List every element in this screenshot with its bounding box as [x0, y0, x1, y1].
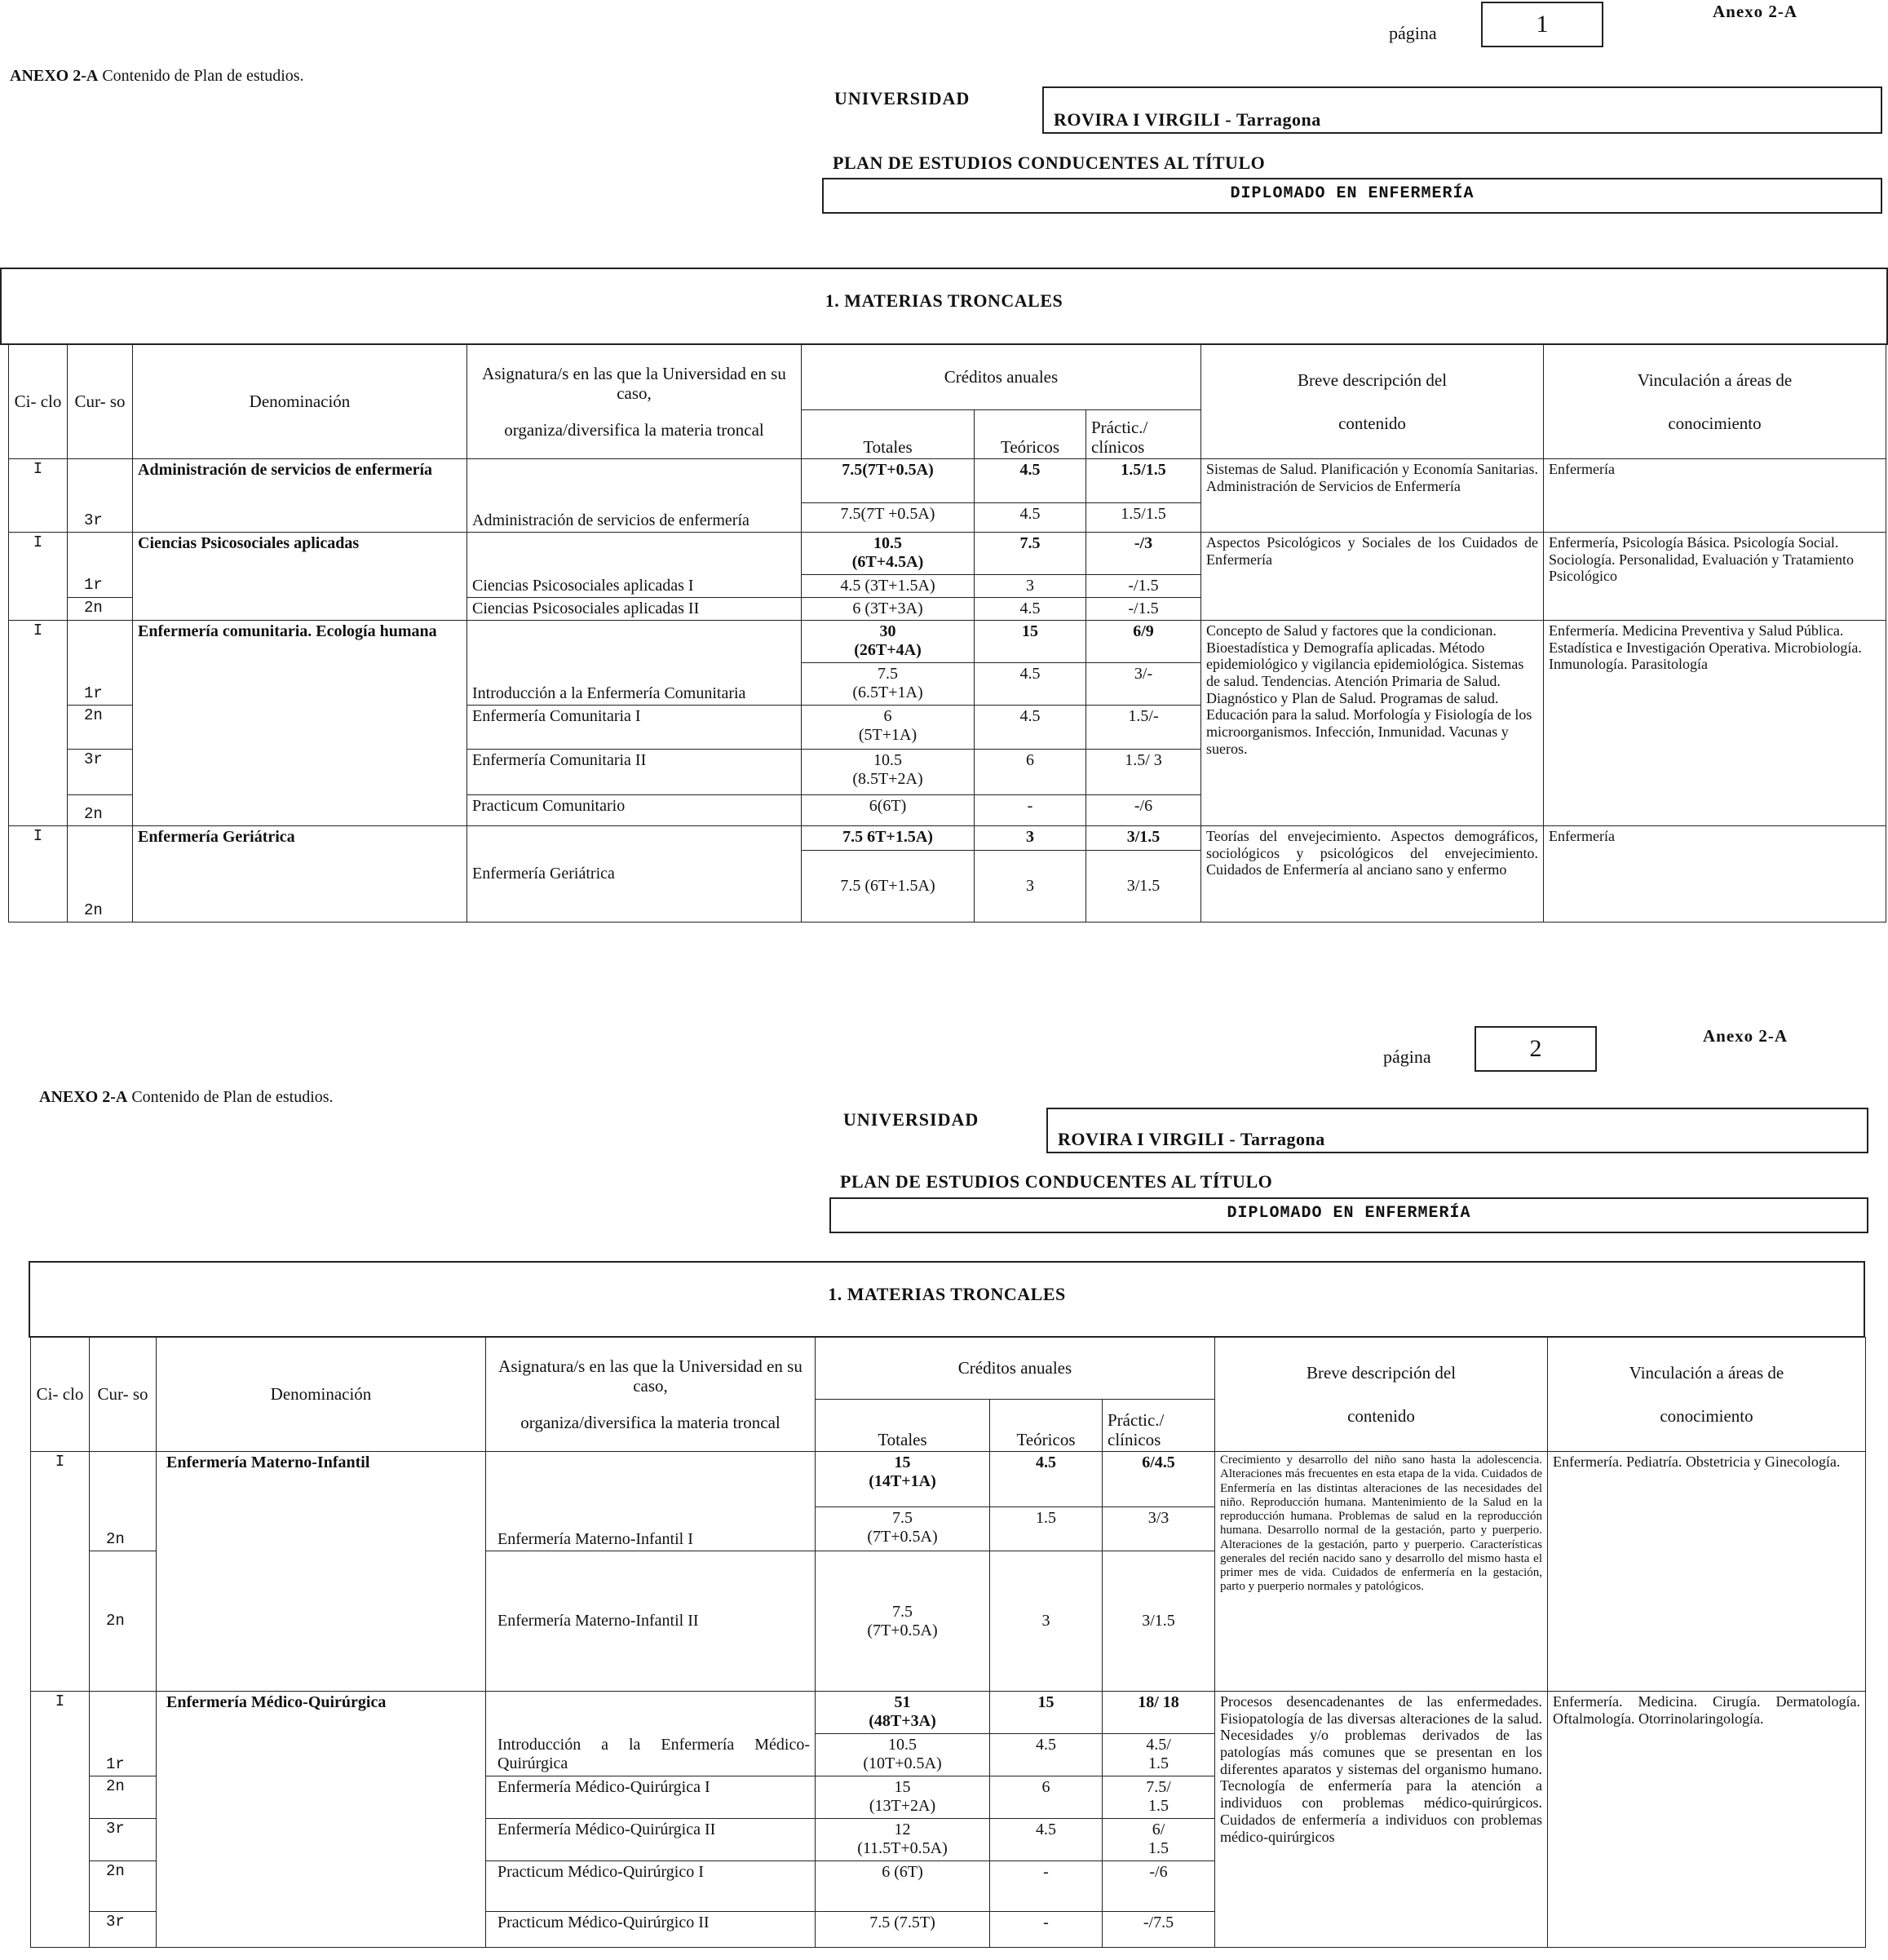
- header-asignatura-line1: Asignatura/s en las que la Universidad en su caso,: [498, 1356, 803, 1396]
- page-2: [0, 1020, 1888, 1960]
- page-label: página: [1389, 23, 1437, 43]
- cell-asignatura: Enfermería Comunitaria I: [467, 706, 802, 750]
- cell-vinculacion: Enfermería, Psicología Básica. Psicología Social. Sociología. Personalidad, Evaluación y Tratamiento Psicológico: [1544, 533, 1886, 621]
- cell-asignatura: Practicum Médico-Quirúrgico I: [486, 1861, 816, 1912]
- annex-heading: [39, 1088, 334, 1107]
- cell-curso: 3r: [90, 1912, 157, 1948]
- header-asignatura-line2: organiza/diversifica la materia troncal: [520, 1412, 780, 1432]
- header-practicos: Práctic./ clínicos: [1103, 1400, 1215, 1452]
- cell-ciclo: I: [9, 459, 68, 533]
- cell-asignatura: Enfermería Comunitaria II: [467, 750, 802, 795]
- cell-totales: 6 (6T): [816, 1861, 990, 1912]
- practicos-line1: 4.5/: [1146, 1736, 1171, 1754]
- cell-asignatura: Enfermería Geriátrica: [467, 826, 802, 922]
- header-asignatura-line2: organiza/diversifica la materia troncal: [504, 419, 764, 440]
- annex-label: Anexo 2-A: [1713, 2, 1798, 21]
- cell-asignatura: [486, 1692, 816, 1734]
- cell-descripcion: Teorías del envejecimiento. Aspectos demográficos, sociológicos y psicológicos del envejecimiento. Cuidados de Enfermería al anciano sano y enfermo: [1201, 826, 1544, 922]
- cell-practicos: -/6: [1103, 1861, 1215, 1912]
- totales-line2: (14T+1A): [869, 1472, 936, 1490]
- cell-denominacion: Enfermería Materno-Infantil: [157, 1452, 486, 1692]
- cell-vinculacion: Enfermería: [1544, 826, 1886, 922]
- cell-practicos: 3/-: [1086, 663, 1201, 706]
- cell-ciclo: I: [9, 621, 68, 826]
- totales-line1: 10.5: [873, 751, 902, 769]
- cell-totales: 6(6T): [802, 795, 975, 826]
- cell-ciclo: I: [9, 533, 68, 621]
- cell-ciclo: I: [31, 1452, 90, 1692]
- cell-denominacion: Enfermería Médico-Quirúrgica: [157, 1692, 486, 1948]
- header-denominacion: Denominación: [157, 1338, 486, 1452]
- cell-teoricos: 4.5: [975, 706, 1086, 750]
- cell-teoricos: 3: [975, 575, 1086, 598]
- totales-line1: 6: [883, 707, 892, 725]
- cell-practicos: 3/1.5: [1103, 1551, 1215, 1692]
- cell-teoricos: 15: [975, 621, 1086, 663]
- header-descripcion-line1: Breve descripción del: [1306, 1363, 1457, 1383]
- totales-line2: (7T+0.5A): [867, 1528, 938, 1546]
- cell-totales: [816, 1551, 990, 1692]
- cell-practicos: 1.5/ 3: [1086, 750, 1201, 795]
- cell-asignatura: Introducción a la Enfermería Médico-Quirúrgica: [486, 1734, 816, 1776]
- cell-practicos: 18/ 18: [1103, 1692, 1215, 1734]
- header-creditos: Créditos anuales: [816, 1338, 1215, 1400]
- cell-practicos: 6/9: [1086, 621, 1201, 663]
- header-curso: Cur- so: [68, 345, 133, 459]
- totales-line1: 7.5: [892, 1602, 913, 1621]
- practicos-line1: 7.5/: [1146, 1778, 1171, 1796]
- cell-curso: 2n: [68, 598, 133, 621]
- totales-line2: (10T+0.5A): [863, 1754, 942, 1772]
- header-totales: Totales: [816, 1400, 990, 1452]
- cell-practicos: -/1.5: [1086, 598, 1201, 621]
- totales-line2: (11.5T+0.5A): [857, 1839, 948, 1857]
- cell-teoricos: 7.5: [975, 533, 1086, 575]
- cell-totales: [816, 1452, 990, 1507]
- cell-curso: 2n: [90, 1507, 157, 1551]
- totales-line2: (8.5T+2A): [852, 770, 923, 788]
- cell-teoricos: 4.5: [975, 598, 1086, 621]
- cell-vinculacion: Enfermería: [1544, 459, 1886, 533]
- header-vinculacion-line2: conocimiento: [1668, 413, 1762, 433]
- annex-heading-code: ANEXO 2-A: [39, 1088, 128, 1106]
- cell-curso: 1r: [68, 575, 133, 598]
- cell-practicos: -/7.5: [1103, 1912, 1215, 1948]
- materias-table-p1: [8, 344, 1886, 922]
- cell-curso: 2n: [68, 795, 133, 826]
- cell-teoricos: -: [990, 1912, 1103, 1948]
- cell-totales: [816, 1776, 990, 1819]
- cell-practicos: -/1.5: [1086, 575, 1201, 598]
- cell-denominacion: Enfermería Geriátrica: [133, 826, 467, 922]
- header-ciclo: Ci- clo: [9, 345, 68, 459]
- totales-line1: 7.5: [878, 665, 898, 683]
- totales-line1: 15: [894, 1453, 911, 1471]
- cell-asignatura: Practicum Comunitario: [467, 795, 802, 826]
- cell-teoricos: 6: [975, 750, 1086, 795]
- totales-line1: 30: [879, 622, 896, 640]
- cell-descripcion: Crecimiento y desarrollo del niño sano hasta la adolescencia. Alteraciones más frecuentes en esta etapa de la vida. Cuidados de Enfermería en las distintas alteraciones de las necesidades del niño. Reproducción humana. Mantenimiento de la Salud en la reproducción humana. Problemas de salud en la reproducción humana. Desarrollo normal de la gestación, parto y puerperio. Alteraciones de la gestación, parto y puerperio. Características generales del recién nacido sano y desarrollo del mismo hasta el primer mes de vida. Cuidados de enfermería en la gestación, parto y puerperio normales y patológicos.: [1215, 1452, 1548, 1692]
- cell-descripcion: Sistemas de Salud. Planificación y Economía Sanitarias. Administración de Servicios de Enfermería: [1201, 459, 1544, 533]
- header-asignatura-line1: Asignatura/s en las que la Universidad en su caso,: [482, 364, 786, 404]
- cell-practicos: 1.5/1.5: [1086, 503, 1201, 533]
- materias-table-p2: [30, 1337, 1866, 1948]
- cell-teoricos: 1.5: [990, 1507, 1103, 1551]
- cell-vinculacion: Enfermería. Medicina. Cirugía. Dermatología. Oftalmología. Otorrinolaringología.: [1548, 1692, 1866, 1948]
- cell-practicos: 6/4.5: [1103, 1452, 1215, 1507]
- practicos-line2: 1.5: [1148, 1754, 1169, 1772]
- header-descripcion: [1215, 1338, 1548, 1452]
- cell-teoricos: 4.5: [990, 1734, 1103, 1776]
- cell-denominacion: Enfermería comunitaria. Ecología humana: [133, 621, 467, 826]
- cell-curso: 3r: [68, 459, 133, 533]
- cell-totales: 7.5 6T+1.5A): [802, 826, 975, 851]
- cell-totales: 7.5 (6T+1.5A): [802, 851, 975, 922]
- cell-ciclo: I: [31, 1692, 90, 1948]
- cell-asignatura: [467, 621, 802, 663]
- totales-line1: 51: [894, 1693, 911, 1711]
- totales-line2: (26T+4A): [854, 641, 922, 659]
- totales-line2: (7T+0.5A): [867, 1621, 938, 1639]
- cell-asignatura: Ciencias Psicosociales aplicadas II: [467, 598, 802, 621]
- section-title: 1. MATERIAS TRONCALES: [825, 290, 1063, 311]
- cell-totales: 7.5 (7.5T): [816, 1912, 990, 1948]
- annex-heading-text: Contenido de Plan de estudios.: [102, 67, 304, 85]
- cell-curso: 3r: [68, 750, 133, 795]
- practicos-line2: 1.5: [1148, 1797, 1169, 1815]
- annex-heading-text: Contenido de Plan de estudios.: [131, 1088, 334, 1106]
- university-value: ROVIRA I VIRGILI - Tarragona: [1054, 109, 1321, 130]
- cell-curso: 2n: [90, 1551, 157, 1692]
- cell-teoricos: 15: [990, 1692, 1103, 1734]
- cell-teoricos: 6: [990, 1776, 1103, 1819]
- header-teoricos: Teóricos: [975, 410, 1086, 459]
- cell-totales: [802, 621, 975, 663]
- cell-totales: [816, 1692, 990, 1734]
- header-practicos: Práctic./ clínicos: [1086, 410, 1201, 459]
- cell-asignatura: Administración de servicios de enfermería: [467, 459, 802, 533]
- cell-curso: [90, 1692, 157, 1734]
- cell-asignatura: Enfermería Materno-Infantil II: [486, 1551, 816, 1692]
- cell-asignatura: [467, 533, 802, 575]
- cell-descripcion: Procesos desencadenantes de las enfermedades. Fisiopatología de las diversas alteraciones de la salud. Necesidades y/o problemas derivados de las patologías más comunes que se presentan en los diferentes aparatos y sistemas del organismo humano. Tecnología de enfermería para la atención a individuos con problemas médico-quirúrgicos. Cuidados de enfermería a individuos con problemas médico-quirúrgicos: [1215, 1692, 1548, 1948]
- header-descripcion-line1: Breve descripción del: [1297, 370, 1448, 391]
- cell-denominacion: Ciencias Psicosociales aplicadas: [133, 533, 467, 621]
- cell-totales: [816, 1734, 990, 1776]
- cell-practicos: -/6: [1086, 795, 1201, 826]
- section-title: 1. MATERIAS TRONCALES: [828, 1284, 1066, 1304]
- cell-curso: 2n: [68, 706, 133, 750]
- cell-curso: [90, 1452, 157, 1507]
- cell-totales: 7.5(7T +0.5A): [802, 503, 975, 533]
- cell-practicos: 3/1.5: [1086, 851, 1201, 922]
- cell-asignatura: Introducción a la Enfermería Comunitaria: [467, 663, 802, 706]
- cell-practicos: -/3: [1086, 533, 1201, 575]
- totales-line2: (6.5T+1A): [852, 684, 923, 701]
- cell-asignatura: Enfermería Materno-Infantil I: [486, 1507, 816, 1551]
- header-creditos: Créditos anuales: [802, 345, 1201, 410]
- cell-asignatura: Enfermería Médico-Quirúrgica I: [486, 1776, 816, 1819]
- cell-totales: [816, 1507, 990, 1551]
- cell-totales: 7.5(7T+0.5A): [802, 459, 975, 503]
- cell-teoricos: -: [975, 795, 1086, 826]
- page-1: [0, 0, 1888, 946]
- university-box: [1046, 1108, 1868, 1153]
- cell-asignatura: Ciencias Psicosociales aplicadas I: [467, 575, 802, 598]
- cell-teoricos: 3: [975, 851, 1086, 922]
- totales-line1: 10.5: [888, 1736, 917, 1754]
- cell-teoricos: 4.5: [975, 663, 1086, 706]
- header-asignatura: [486, 1338, 816, 1452]
- totales-line1: 7.5: [892, 1509, 913, 1527]
- annex-heading-code: ANEXO 2-A: [10, 67, 99, 85]
- totales-line1: 12: [894, 1821, 911, 1838]
- degree-title-box: DIPLOMADO EN ENFERMERÍA: [829, 1197, 1868, 1233]
- header-curso: Cur- so: [90, 1338, 157, 1452]
- cell-curso: [68, 621, 133, 663]
- university-value: ROVIRA I VIRGILI - Tarragona: [1058, 1129, 1325, 1149]
- university-label: UNIVERSIDAD: [834, 88, 971, 108]
- cell-curso: 2n: [90, 1776, 157, 1819]
- plan-label: PLAN DE ESTUDIOS CONDUCENTES AL TÍTULO: [840, 1171, 1273, 1192]
- header-descripcion-line2: contenido: [1347, 1405, 1415, 1426]
- header-vinculacion-line1: Vinculación a áreas de: [1629, 1363, 1784, 1383]
- header-denominacion: Denominación: [133, 345, 467, 459]
- cell-teoricos: 3: [990, 1551, 1103, 1692]
- practicos-line1: 6/: [1152, 1821, 1165, 1838]
- cell-asignatura: Enfermería Médico-Quirúrgica II: [486, 1819, 816, 1861]
- header-descripcion: [1201, 345, 1544, 459]
- header-vinculacion-line1: Vinculación a áreas de: [1637, 370, 1793, 391]
- cell-asignatura: [486, 1452, 816, 1507]
- annex-label: Anexo 2-A: [1703, 1026, 1789, 1046]
- cell-asignatura: Practicum Médico-Quirúrgico II: [486, 1912, 816, 1948]
- cell-practicos: 3/3: [1103, 1507, 1215, 1551]
- cell-curso: 2n: [68, 826, 133, 922]
- cell-curso: 1r: [68, 663, 133, 706]
- header-asignatura: [467, 345, 802, 459]
- cell-totales: 6 (3T+3A): [802, 598, 975, 621]
- university-label: UNIVERSIDAD: [843, 1109, 979, 1130]
- header-vinculacion-line2: conocimiento: [1660, 1405, 1753, 1426]
- cell-practicos: [1103, 1734, 1215, 1776]
- cell-practicos: 1.5/-: [1086, 706, 1201, 750]
- cell-practicos: [1103, 1819, 1215, 1861]
- cell-teoricos: 4.5: [990, 1452, 1103, 1507]
- cell-curso: 1r: [90, 1734, 157, 1776]
- header-ciclo: Ci- clo: [31, 1338, 90, 1452]
- cell-vinculacion: Enfermería. Medicina Preventiva y Salud Pública. Estadística e Investigación Operativa. Microbiología. Inmunología. Parasitología: [1544, 621, 1886, 826]
- totales-line1: 15: [894, 1778, 911, 1796]
- cell-totales: [802, 533, 975, 575]
- cell-practicos: 1.5/1.5: [1086, 459, 1201, 503]
- cell-teoricos: -: [990, 1861, 1103, 1912]
- cell-practicos: 3/1.5: [1086, 826, 1201, 851]
- header-teoricos: Teóricos: [990, 1400, 1103, 1452]
- cell-totales: [802, 750, 975, 795]
- header-vinculacion: [1544, 345, 1886, 459]
- totales-line1: 10.5: [873, 534, 902, 552]
- cell-totales: [816, 1819, 990, 1861]
- annex-heading: [10, 67, 304, 86]
- cell-denominacion: Administración de servicios de enfermería: [133, 459, 467, 533]
- header-totales: Totales: [802, 410, 975, 459]
- header-descripcion-line2: contenido: [1338, 413, 1406, 433]
- cell-curso: [68, 533, 133, 575]
- cell-teoricos: 4.5: [975, 503, 1086, 533]
- header-vinculacion: [1548, 1338, 1866, 1452]
- cell-teoricos: 4.5: [990, 1819, 1103, 1861]
- page-number-box: 2: [1475, 1026, 1597, 1072]
- plan-label: PLAN DE ESTUDIOS CONDUCENTES AL TÍTULO: [833, 153, 1266, 173]
- totales-line2: (5T+1A): [858, 726, 917, 744]
- cell-teoricos: 3: [975, 826, 1086, 851]
- cell-ciclo: I: [9, 826, 68, 922]
- totales-line2: (48T+3A): [869, 1712, 936, 1730]
- university-box: [1042, 86, 1882, 134]
- degree-title-box: DIPLOMADO EN ENFERMERÍA: [822, 178, 1882, 214]
- cell-curso: 2n: [90, 1861, 157, 1912]
- cell-totales: [802, 663, 975, 706]
- cell-totales: [802, 706, 975, 750]
- page-number-box: 1: [1481, 2, 1603, 47]
- cell-vinculacion: Enfermería. Pediatría. Obstetricia y Ginecología.: [1548, 1452, 1866, 1692]
- cell-descripcion: Concepto de Salud y factores que la condicionan. Bioestadística y Demografía aplicadas. Método epidemiológico y vigilancia epidemiológica. Sistemas de salud. Tendencias. Atención Primaria de Salud. Diagnóstico y Plan de Salud. Programas de salud. Educación para la salud. Morfología y Fisiología de los microorganismos. Infección, Inmunidad. Vacunas y sueros.: [1201, 621, 1544, 826]
- cell-practicos: [1103, 1776, 1215, 1819]
- cell-descripcion: Aspectos Psicológicos y Sociales de los Cuidados de Enfermería: [1201, 533, 1544, 621]
- totales-line2: (13T+2A): [869, 1797, 936, 1815]
- page-label: página: [1383, 1046, 1431, 1067]
- practicos-line2: 1.5: [1148, 1839, 1169, 1857]
- cell-curso: 3r: [90, 1819, 157, 1861]
- totales-line2: (6T+4.5A): [851, 553, 924, 571]
- cell-teoricos: 4.5: [975, 459, 1086, 503]
- cell-totales: 4.5 (3T+1.5A): [802, 575, 975, 598]
